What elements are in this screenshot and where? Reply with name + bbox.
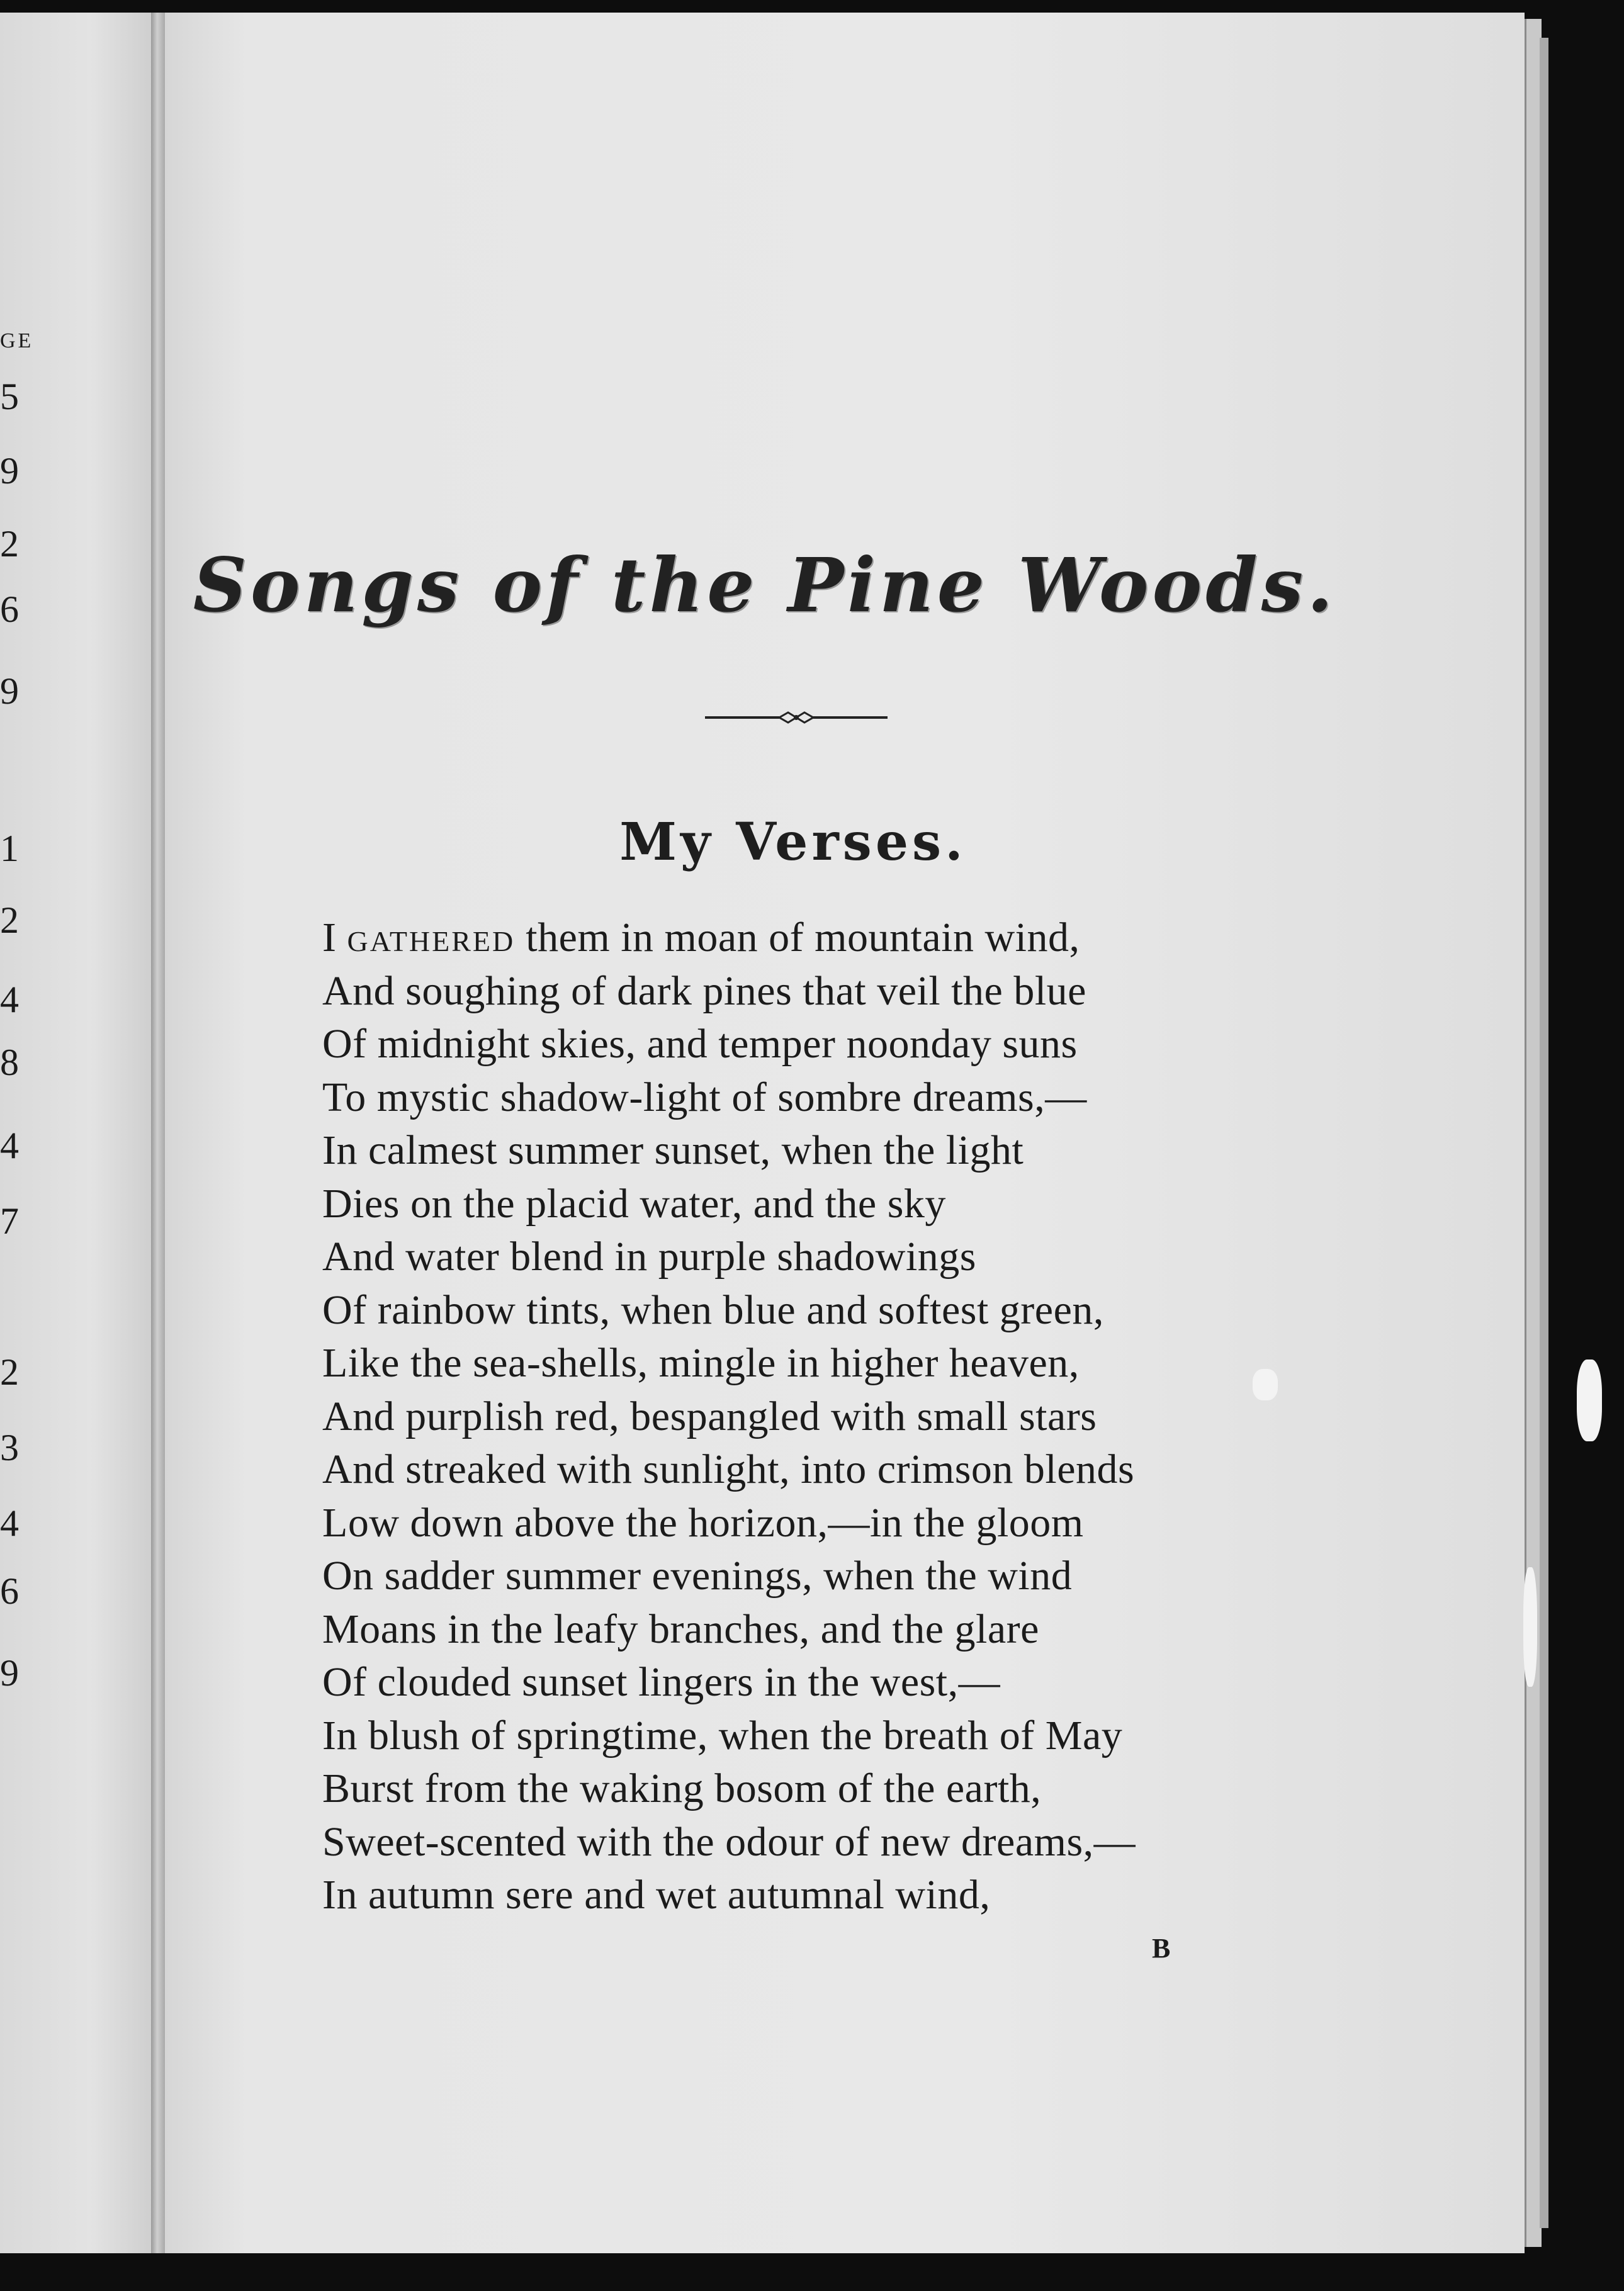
poem-line: And purplish red, bespangled with small stars (322, 1393, 1097, 1439)
poem-title: My Verses. (619, 812, 967, 872)
book-gutter (151, 13, 165, 2253)
poem-line: Of clouded sunset lingers in the west,— (322, 1659, 1001, 1705)
left-page-number: 5 (0, 378, 19, 415)
left-page-number: 9 (0, 672, 19, 710)
first-line-rest: them in moan of mountain wind, (515, 915, 1080, 960)
poem-line: Of midnight skies, and temper noonday suns (322, 1021, 1078, 1067)
left-page-number: 2 (0, 525, 19, 563)
poem-line: In blush of springtime, when the breath of May (322, 1712, 1123, 1759)
left-page-number: 6 (0, 590, 19, 628)
left-page-number: 9 (0, 1654, 19, 1692)
poem-line: Like the sea-shells, mingle in higher heaven, (322, 1340, 1080, 1386)
left-page-number: 6 (0, 1572, 19, 1610)
left-page-number: 1 (0, 830, 19, 867)
poem-line: Moans in the leafy branches, and the glare (322, 1606, 1039, 1652)
poem-line: Of rainbow tints, when blue and softest green, (322, 1286, 1104, 1333)
poem-line: In calmest summer sunset, when the light (322, 1127, 1024, 1173)
page-edge (1525, 19, 1542, 2247)
left-page-number: 7 (0, 1202, 19, 1240)
printer-signature-mark: B (1152, 1933, 1171, 1964)
page-edge (1540, 38, 1548, 2228)
left-page-number: 4 (0, 1127, 19, 1164)
first-word: I (322, 915, 337, 960)
poem-body (322, 911, 1304, 1922)
poem-line: To mystic shadow-light of sombre dreams,— (322, 1074, 1087, 1120)
paper-damage-spot (1577, 1359, 1602, 1441)
left-page-number: 2 (0, 901, 19, 939)
first-word-smallcaps: gathered (347, 915, 516, 960)
poem-line: Burst from the waking bosom of the earth, (322, 1765, 1042, 1811)
poem-line: And water blend in purple shadowings (322, 1234, 976, 1280)
left-page-number: 4 (0, 1504, 19, 1542)
poem-line: And soughing of dark pines that veil the blue (322, 967, 1086, 1014)
left-page-number: 9 (0, 452, 19, 490)
poem-line: Sweet-scented with the odour of new dreams,— (322, 1818, 1136, 1865)
left-page-number: 2 (0, 1353, 19, 1391)
poem-line: Dies on the placid water, and the sky (322, 1180, 946, 1227)
poem-line: Low down above the horizon,—in the gloom (322, 1499, 1084, 1546)
left-page-header-fragment: GE (0, 330, 34, 352)
poem-line (322, 911, 1304, 965)
poem-line: On sadder summer evenings, when the wind (322, 1553, 1073, 1599)
paper-damage-spot (1523, 1567, 1537, 1687)
left-page-number: 3 (0, 1429, 19, 1466)
left-page-number: 4 (0, 981, 19, 1018)
poem-line: And streaked with sunlight, into crimson blends (322, 1446, 1135, 1492)
ornamental-rule (705, 705, 888, 730)
poem-line: In autumn sere and wet autumnal wind, (322, 1872, 991, 1918)
running-title: Songs of the Pine Woods. (193, 541, 1337, 629)
left-page-number: 8 (0, 1044, 19, 1081)
left-facing-page (0, 13, 155, 2253)
